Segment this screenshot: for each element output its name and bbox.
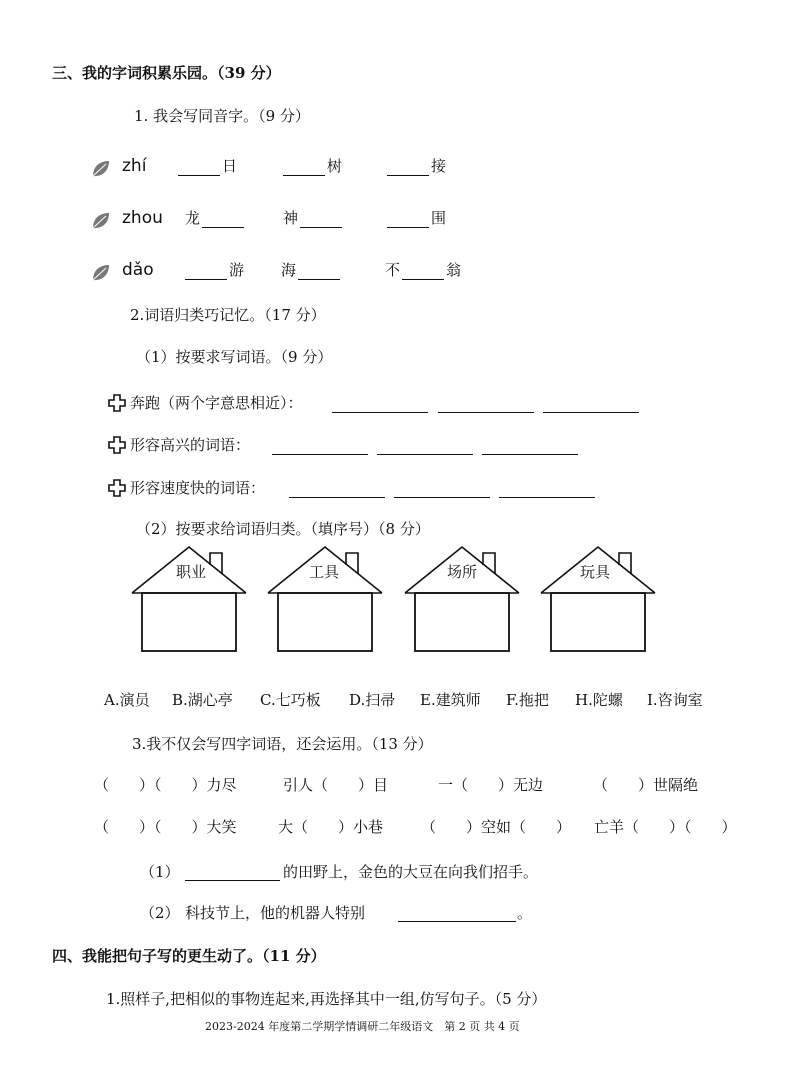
answer-blank[interactable] (178, 163, 220, 176)
char: 海 (281, 261, 297, 279)
option: F.拖把 (506, 691, 549, 709)
q2-sub2: （2）按要求给词语归类。（填序号）（8 分） (136, 520, 430, 538)
pinyin-zhi: zhí (122, 156, 147, 176)
idiom-blank[interactable]: （ ）（ ）大笑 (94, 818, 237, 836)
prompt-2: 形容高兴的词语： (130, 436, 251, 454)
section4-q1: 1.照样子,把相似的事物连起来,再选择其中一组,仿写句子。（5 分） (106, 990, 547, 1008)
house-places[interactable] (403, 545, 521, 653)
idiom-blank[interactable]: 引人（ ）目 (283, 776, 389, 794)
house-label: 工具 (309, 563, 340, 581)
option: A.演员 (104, 691, 150, 709)
sentence-2-text: 科技节上，他的机器人特别 (185, 904, 366, 922)
pinyin-zhou: zhou (122, 208, 163, 228)
answer-blank[interactable] (185, 267, 227, 280)
q2-sub1: （1）按要求写词语。（9 分） (136, 348, 333, 366)
cross-bullet-icon (108, 436, 126, 454)
answer-blank[interactable] (543, 400, 639, 413)
answer-blank[interactable] (377, 442, 473, 455)
leaf-icon (90, 210, 112, 232)
answer-blank[interactable] (499, 485, 595, 498)
answer-blank[interactable] (298, 267, 340, 280)
house-label: 职业 (176, 563, 207, 581)
q2-title: 2.词语归类巧记忆。（17 分） (130, 306, 326, 324)
house-label: 玩具 (580, 563, 611, 581)
idiom-blank[interactable]: （ ）空如（ ） (421, 818, 572, 836)
leaf-icon (90, 158, 112, 180)
answer-blank[interactable] (387, 215, 429, 228)
char: 翁 (446, 261, 462, 279)
char: 龙 (185, 209, 201, 227)
answer-blank[interactable] (300, 215, 342, 228)
option: E.建筑师 (420, 691, 481, 709)
pinyin-dao: dǎo (122, 260, 154, 280)
sentence-1-number: （1） (140, 863, 180, 881)
house-occupation[interactable] (130, 545, 248, 653)
prompt-3: 形容速度快的词语： (130, 479, 266, 497)
prompt-1: 奔跑（两个字意思相近）： (130, 394, 303, 412)
answer-blank[interactable] (387, 163, 429, 176)
option: C.七巧板 (260, 691, 321, 709)
idiom-blank[interactable]: 亡羊（ ）（ ） (594, 818, 737, 836)
option: B.湖心亭 (172, 691, 233, 709)
char: 日 (222, 157, 238, 175)
idiom-blank[interactable]: （ ）（ ）力尽 (94, 776, 237, 794)
cross-bullet-icon (108, 479, 126, 497)
answer-blank[interactable] (402, 267, 444, 280)
char: 游 (229, 261, 245, 279)
section3-title: 三、我的字词积累乐园。（39 分） (52, 64, 281, 82)
house-tools[interactable] (266, 545, 384, 653)
answer-blank[interactable] (185, 868, 280, 881)
section4-title: 四、我能把句子写的更生动了。（11 分） (52, 947, 326, 965)
idiom-blank[interactable]: 一（ ）无边 (438, 776, 544, 794)
answer-blank[interactable] (482, 442, 578, 455)
answer-blank[interactable] (438, 400, 534, 413)
leaf-icon (90, 262, 112, 284)
house-toys[interactable] (539, 545, 657, 653)
option: D.扫帚 (349, 691, 396, 709)
answer-blank[interactable] (398, 909, 516, 922)
answer-blank[interactable] (394, 485, 490, 498)
sentence-2-end: 。 (517, 904, 533, 922)
char: 不 (385, 261, 401, 279)
answer-blank[interactable] (289, 485, 385, 498)
sentence-2-number: （2） (140, 904, 180, 922)
char: 神 (283, 209, 299, 227)
answer-blank[interactable] (283, 163, 325, 176)
page-footer: 2023-2024 年度第二学期学情调研二年级语文 第 2 页 共 4 页 (205, 1020, 520, 1033)
q1-title: 1. 我会写同音字。（9 分） (134, 107, 310, 125)
char: 接 (431, 157, 447, 175)
idiom-blank[interactable]: （ ）世隔绝 (593, 776, 699, 794)
cross-bullet-icon (108, 394, 126, 412)
answer-blank[interactable] (332, 400, 428, 413)
answer-blank[interactable] (202, 215, 244, 228)
house-label: 场所 (447, 563, 478, 581)
option: H.陀螺 (575, 691, 623, 709)
char: 围 (431, 209, 447, 227)
idiom-blank[interactable]: 大（ ）小巷 (278, 818, 384, 836)
answer-blank[interactable] (272, 442, 368, 455)
char: 树 (327, 157, 343, 175)
option: I.咨询室 (647, 691, 703, 709)
q3-title: 3.我不仅会写四字词语，还会运用。（13 分） (132, 735, 433, 753)
sentence-1-text: 的田野上，金色的大豆在向我们招手。 (283, 863, 539, 881)
